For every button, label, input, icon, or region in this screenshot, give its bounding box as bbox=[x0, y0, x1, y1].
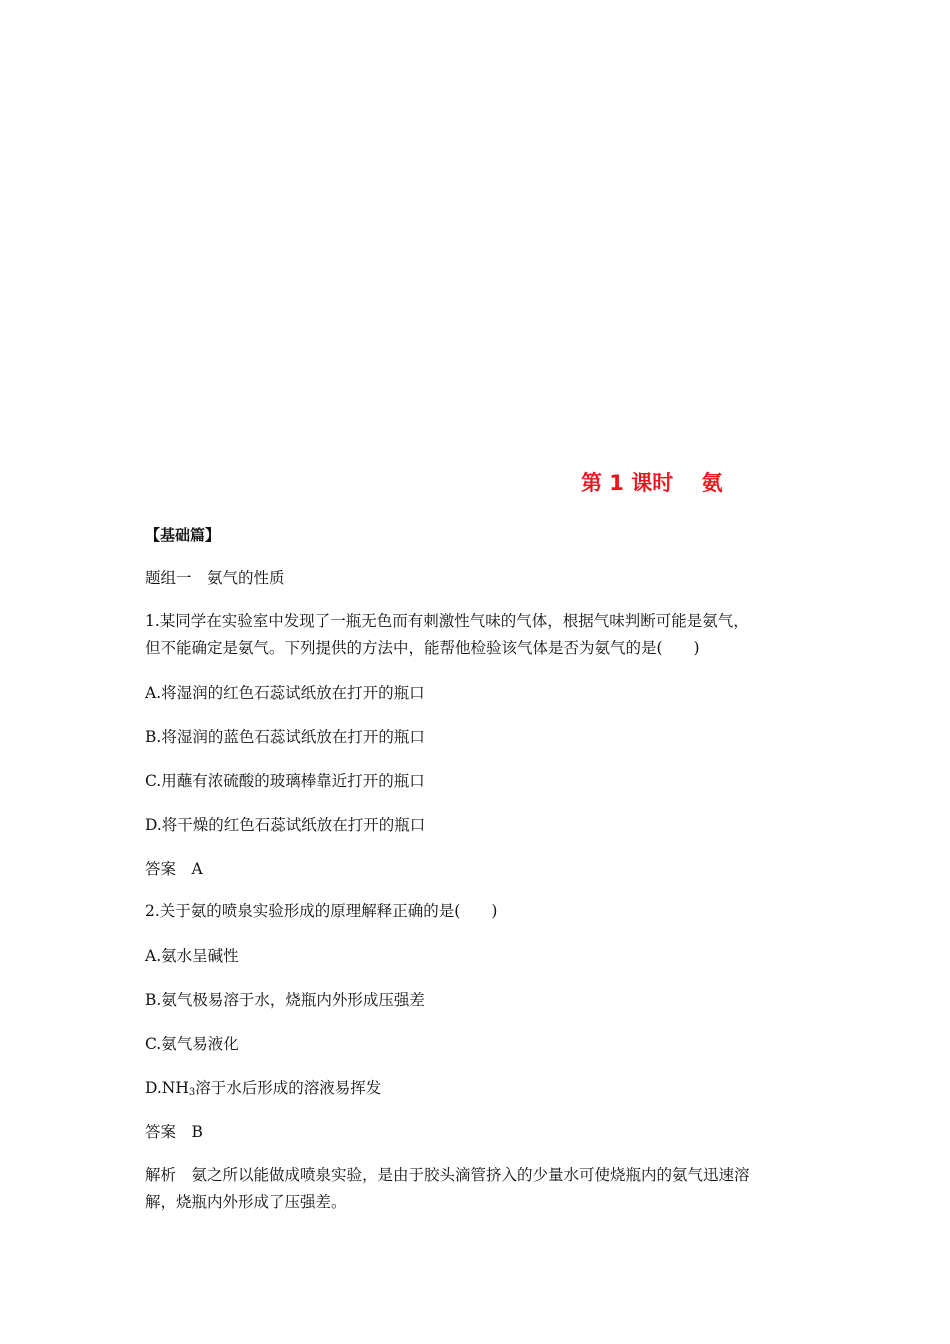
question-1-stem-line-1: 1.某同学在实验室中发现了一瓶无色而有刺激性气味的气体，根据气味判断可能是氨气， bbox=[145, 612, 749, 630]
lesson-title: 第 1 课时 氨 bbox=[581, 471, 723, 495]
question-2-option-b: B.氨气极易溶于水，烧瓶内外形成压强差 bbox=[145, 991, 425, 1009]
question-1-option-a: A.将湿润的红色石蕊试纸放在打开的瓶口 bbox=[145, 684, 425, 702]
question-2-option-a: A.氨水呈碱性 bbox=[145, 947, 239, 965]
question-2-explanation-line-2: 解，烧瓶内外形成了压强差。 bbox=[145, 1193, 347, 1211]
question-2-option-c: C.氨气易液化 bbox=[145, 1035, 239, 1053]
question-1-option-b: B.将湿润的蓝色石蕊试纸放在打开的瓶口 bbox=[145, 728, 425, 746]
option-d-suffix: 溶于水后形成的溶液易挥发 bbox=[195, 1079, 382, 1097]
section-label: 【基础篇】 bbox=[145, 526, 221, 544]
question-1-stem-line-2: 但不能确定是氨气。下列提供的方法中，能帮他检验该气体是否为氨气的是( ) bbox=[145, 639, 700, 657]
question-2-explanation-line-1: 解析 氨之所以能做成喷泉实验，是由于胶头滴管挤入的少量水可使烧瓶内的氨气迅速溶 bbox=[145, 1166, 750, 1184]
question-1-option-d: D.将干燥的红色石蕊试纸放在打开的瓶口 bbox=[145, 816, 426, 834]
question-2-stem: 2.关于氨的喷泉实验形成的原理解释正确的是( ) bbox=[145, 902, 498, 920]
topic-group-heading: 题组一 氨气的性质 bbox=[145, 569, 285, 587]
question-2-option-d bbox=[145, 1077, 381, 1104]
option-d-subscript: 3 bbox=[188, 1087, 196, 1098]
question-1-answer: 答案 A bbox=[145, 860, 203, 878]
question-2-answer: 答案 B bbox=[145, 1123, 203, 1141]
option-d-prefix: D.NH bbox=[145, 1079, 189, 1097]
question-1-option-c: C.用蘸有浓硫酸的玻璃棒靠近打开的瓶口 bbox=[145, 772, 425, 790]
